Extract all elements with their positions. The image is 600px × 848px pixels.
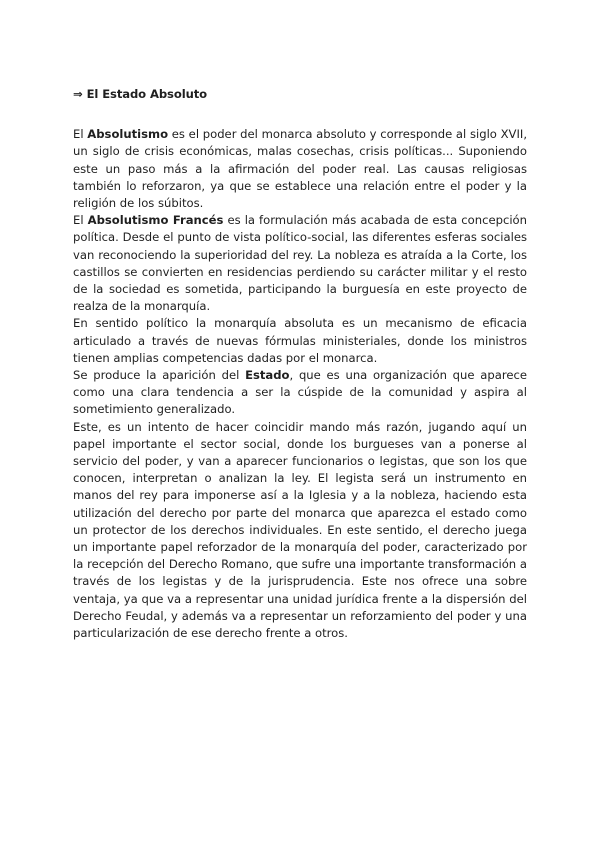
paragraph-estado: Se produce la aparición del Estado, que es una organización que aparece como una clara tendencia a ser la cúspide de la comunidad y aspira al sometimiento generalizado. xyxy=(73,368,527,417)
document-body xyxy=(73,86,527,642)
term-estado: Estado xyxy=(245,368,290,383)
term-absolutismo: Absolutismo xyxy=(87,127,169,142)
paragraph-legistas: Este, es un intento de hacer coincidir mando más razón, jugando aquí un papel importante el sector social, donde los burgueses van a ponerse al servicio del poder, y van a aparecer funcionarios o legistas, que son los que conocen, interpretan o analizan la ley. El legista será un instrumento en manos del rey para imponerse así a la Iglesia y a la nobleza, haciendo esta utilización del derecho por parte del monarca que aparezca el estado como un protector de los derechos individuales. En este sentido, el derecho juega un importante papel reforzador de la monarquía del poder, caracterizado por la recepción del Derecho Romano, que sufre una importante transformación a través de los legistas y de la jurisprudencia. Este nos ofrece una sobre ventaja, ya que va a representar una unidad jurídica frente a la dispersión del Derecho Feudal, y además va a representar un reforzamiento del poder y una particularización de ese derecho frente a otros. xyxy=(73,419,527,641)
paragraph-absolutismo-frances: El Absolutismo Francés es la formulación más acabada de esta concepción política. Desde el punto de vista político-social, las diferentes esferas sociales van reconociendo la superioridad del rey. La nobleza es atraída a la Corte, los castillos se convierten en residencias perdiendo su carácter militar y el resto de la sociedad es sometida, participando la burguesía en este proyecto de realza de la monarquía. xyxy=(73,213,527,314)
section-heading xyxy=(73,86,527,103)
paragraph-sentido-politico: En sentido político la monarquía absoluta es un mecanismo de eficacia articulado a través de nuevas fórmulas ministeriales, donde los ministros tienen amplias competencias dadas por el monarca. xyxy=(73,316,527,365)
arrow-icon: ⇒ xyxy=(73,87,83,101)
term-absolutismo-frances: Absolutismo Francés xyxy=(87,213,224,228)
section-title: El Estado Absoluto xyxy=(86,87,208,101)
paragraph-absolutismo: El Absolutismo es el poder del monarca absoluto y corresponde al siglo XVII, un siglo de crisis económicas, malas cosechas, crisis políticas... Suponiendo este un paso más a la afirmación del poder real. Las causas religiosas también lo reforzaron, ya que se establece una relación entre el poder y la religión de los súbitos. xyxy=(73,127,528,211)
